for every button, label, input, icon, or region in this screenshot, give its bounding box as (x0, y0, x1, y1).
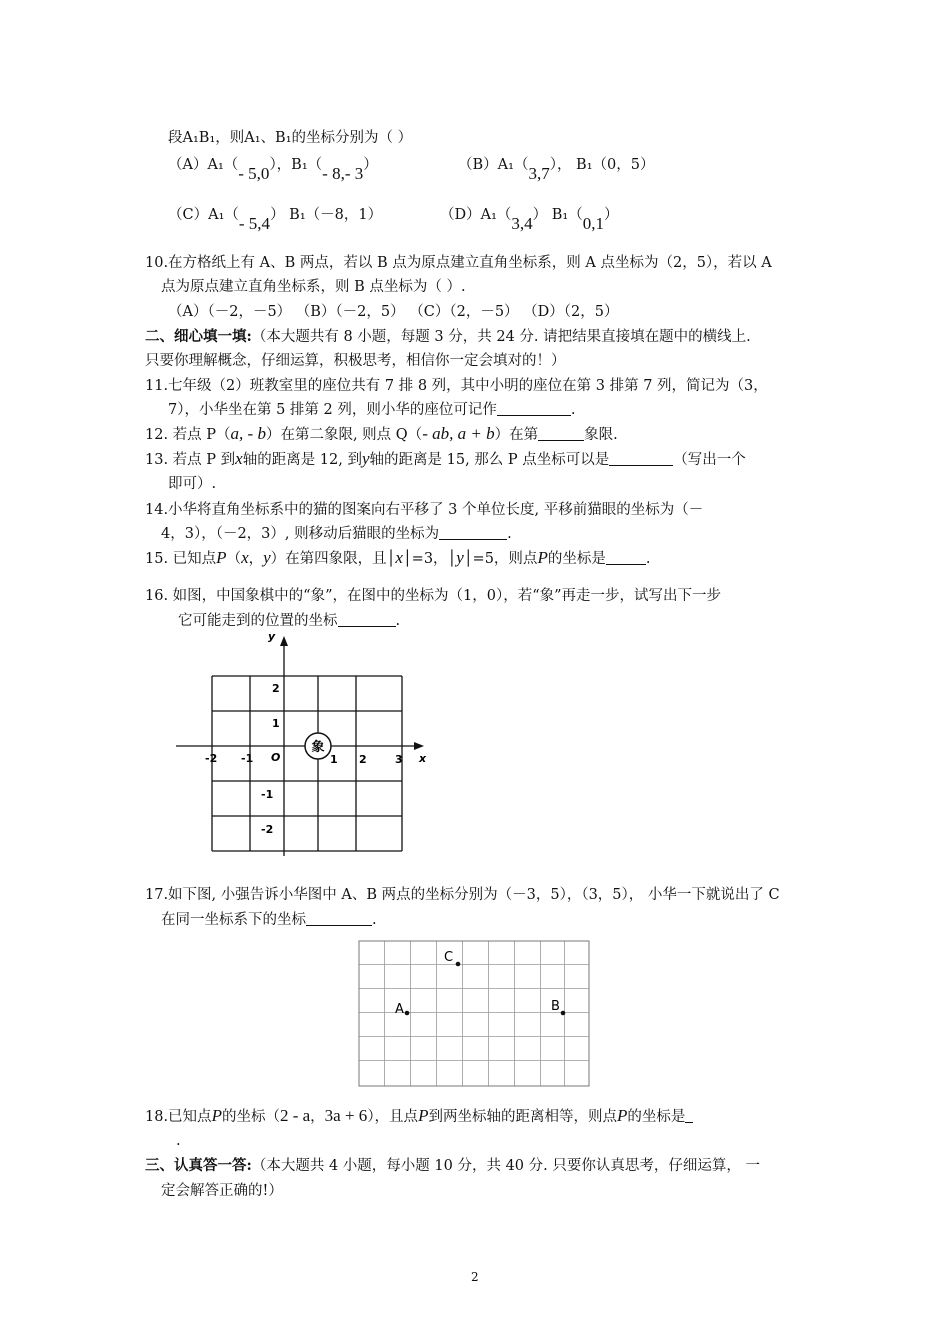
q18-p3: P (616, 1106, 628, 1125)
q10-options: （A）（－2，－5） （B）（－2，5） （C）（2，－5） （D）（2，5） (168, 304, 619, 320)
q15-a: 15. 已知点 (145, 551, 217, 567)
q9-option-d-end: ） (604, 207, 619, 223)
section-3-heading: 三、认真答一答: (145, 1157, 252, 1174)
q11-answer-blank[interactable] (497, 400, 571, 416)
q13-line-2: 即可）. (168, 476, 217, 492)
q9-option-b-label: （B）A₁（ (458, 157, 529, 173)
y-axis-label: y (268, 630, 276, 643)
q13-line-1 (145, 449, 746, 470)
point-b-dot (561, 1011, 566, 1016)
q14-line-2-text: 4，3），（－2，3）, 则移动后猫眼的坐标为 (161, 526, 440, 542)
section-3-instructions: （本大题共 4 小题，每小题 10 分，共 40 分. 只要你认真思考，仔细运算， 一 (251, 1158, 760, 1174)
q12-math-a: a (230, 424, 240, 443)
q9-option-a-end: ） (363, 157, 378, 173)
q9-option-a (168, 154, 378, 183)
q16-line-1: 16. 如图，中国象棋中的“象”，在图中的坐标为（1，0），若“象”再走一步，试写出下一步 (145, 588, 722, 604)
q14-line-1: 14.小华将直角坐标系中的猫的图案向右平移了 3 个单位长度, 平移前猫眼的坐标为（－ (145, 502, 704, 518)
section-2-heading: 二、细心填一填: (145, 328, 252, 345)
q18-math-2-minus-a: 2 - a (279, 1106, 311, 1125)
q15-p2: P (537, 548, 548, 567)
q9-option-a-mid: ），B₁（ (269, 157, 323, 173)
section-3-line-2: 定会解答正确的!） (161, 1183, 283, 1199)
q14-answer-blank[interactable] (439, 524, 507, 540)
q12-a: 12. 若点 P（ (145, 427, 231, 443)
q15 (145, 548, 650, 569)
q9-option-d (440, 204, 619, 233)
q15-g: 的坐标是 (547, 551, 606, 567)
q9-option-a-a1: - 5,0 (238, 164, 270, 183)
q9-option-c-label: （C）A₁（ (168, 207, 239, 223)
q18-e: 到两坐标轴的距离相等，则点 (428, 1109, 617, 1125)
chess-coordinate-figure (172, 630, 434, 858)
q9-option-d-b1: 0,1 (582, 214, 604, 233)
q10-line-2: 点为原点建立直角坐标系，则 B 点坐标为（ ）. (161, 279, 466, 295)
y-tick-label: -1 (261, 788, 274, 801)
q9-option-b-rest: ）， B₁（0，5） (549, 157, 655, 173)
q11-end: . (570, 402, 576, 418)
chess-piece-label: 象 (311, 740, 325, 755)
section-2-instructions: （本大题共有 8 小题，每题 3 分，共 24 分. 请把结果直接填在题中的横线上. (251, 329, 751, 345)
point-b-label: B (551, 999, 560, 1014)
q18-c: ， (310, 1109, 325, 1125)
q13-b: 轴的距离是 12, 到 (242, 452, 362, 468)
y-axis-arrow (280, 636, 288, 646)
q17-answer-blank[interactable] (306, 910, 372, 926)
q15-y: y (263, 548, 271, 567)
q10-line-1: 10.在方格纸上有 A、B 两点，若以 B 点为原点建立直角坐标系，则 A 点坐标为（2，5），若以 A (145, 255, 772, 271)
point-c-dot (456, 962, 461, 967)
q15-p: P (216, 548, 227, 567)
x-axis-label: x (419, 752, 427, 765)
q14-end: . (507, 526, 512, 542)
q15-d: ）在第四象限，且│ (270, 551, 396, 567)
q16-line-2 (178, 611, 400, 631)
q18-line-2: . (176, 1133, 181, 1149)
q11-line-2-text: 7），小华坐在第 5 排第 2 列，则小华的座位可记作 (168, 402, 497, 418)
q15-f: │=5，则点 (463, 551, 538, 567)
q15-answer-blank[interactable] (606, 549, 646, 565)
q9-option-c (168, 204, 383, 233)
abc-grid-figure (358, 940, 592, 1090)
q18-p2: P (418, 1106, 429, 1125)
q13-a: 13. 若点 P 到 (145, 452, 236, 468)
q9-option-c-rest: ） B₁（－8，1） (270, 207, 383, 223)
x-tick-label: 2 (359, 753, 367, 766)
q9-option-d-a1: 3,4 (511, 214, 533, 233)
q9-option-b (458, 154, 655, 183)
q12-math-a-plus-b: , a + b (449, 424, 495, 443)
q12 (145, 424, 618, 445)
section-3-line-1 (145, 1156, 760, 1176)
q9-option-d-mid: ） B₁（ (532, 207, 583, 223)
q13-x: x (235, 449, 243, 468)
x-axis-arrow (414, 742, 424, 750)
x-tick-label: -2 (205, 752, 218, 765)
q9-continuation: 段A₁B₁，则A₁、B₁的坐标分别为（ ） (168, 130, 413, 146)
q12-d: 象限. (584, 427, 618, 443)
q16-answer-blank[interactable] (338, 611, 396, 627)
q13-c: 轴的距离是 15, 那么 P 点坐标可以是 (369, 452, 610, 468)
section-2-line-2: 只要你理解概念，仔细运算，积极思考，相信你一定会填对的！） (145, 353, 566, 369)
q9-option-d-label: （D）A₁（ (440, 207, 512, 223)
q15-x: x (241, 548, 249, 567)
q9-option-a-label: （A）A₁（ (168, 157, 239, 173)
y-tick-label: 2 (272, 682, 280, 695)
q13-answer-blank[interactable] (609, 450, 673, 466)
point-a-label: A (395, 1002, 404, 1017)
x-tick-label: -1 (241, 752, 254, 765)
q15-b: （ (226, 551, 242, 567)
q18-d: ），且点 (367, 1109, 419, 1125)
y-tick-label: -2 (261, 823, 274, 836)
y-tick-label: 1 (272, 717, 280, 730)
q15-y-abs: y (456, 548, 464, 567)
q17-line-1: 17.如下图, 小强告诉小华图中 A、B 两点的坐标分别为（－3，5），（3，5）， 小华一下就说出了 C (145, 887, 780, 903)
point-a-dot (405, 1011, 410, 1016)
q18-a: 18.已知点 (145, 1109, 212, 1125)
q12-b: ）在第二象限, 则点 Q（ (265, 427, 423, 443)
page-number: 2 (471, 1270, 479, 1284)
q14-line-2 (161, 524, 512, 544)
q17-end: . (372, 912, 377, 928)
x-tick-label: 1 (330, 753, 338, 766)
q9-option-b-a1: 3,7 (528, 164, 550, 183)
q15-e: │=3，│ (402, 551, 457, 567)
section-2-line-1 (145, 327, 751, 347)
q12-answer-blank[interactable] (538, 425, 584, 441)
q16-end: . (395, 613, 401, 629)
q15-c: ， (248, 551, 264, 567)
q11-line-2 (168, 400, 575, 420)
point-c-label: C (444, 950, 454, 965)
q18-math-3a-plus-6: 3a + 6 (324, 1106, 368, 1125)
q18-p: P (211, 1106, 222, 1125)
q18-line-1 (145, 1106, 693, 1127)
q17-line-2-text: 在同一坐标系下的坐标 (161, 912, 306, 928)
q12-c: ）在第 (494, 427, 539, 443)
q18-answer-blank[interactable] (685, 1107, 693, 1123)
q18-b: 的坐标（ (221, 1109, 280, 1125)
q11-line-1: 11.七年级（2）班教室里的座位共有 7 排 8 列，其中小明的座位在第 3 排第 7 列，简记为（3， (145, 378, 768, 394)
q17-line-2 (161, 910, 377, 930)
q12-math-neg-b: , - b (239, 424, 266, 443)
q16-line-2-text: 它可能走到的位置的坐标 (178, 613, 338, 629)
origin-label: O (271, 751, 281, 764)
q12-math-neg-ab: - ab (422, 424, 450, 443)
q9-option-a-b1: - 8,- 3 (322, 164, 364, 183)
q18-f: 的坐标是 (627, 1109, 686, 1125)
q13-d: （写出一个 (673, 452, 746, 468)
q15-x-abs: x (395, 548, 403, 567)
q9-option-c-a1: - 5,4 (238, 214, 271, 233)
q15-end: . (645, 551, 651, 567)
x-tick-label: 3 (395, 753, 403, 766)
q13-y: y (361, 449, 370, 468)
